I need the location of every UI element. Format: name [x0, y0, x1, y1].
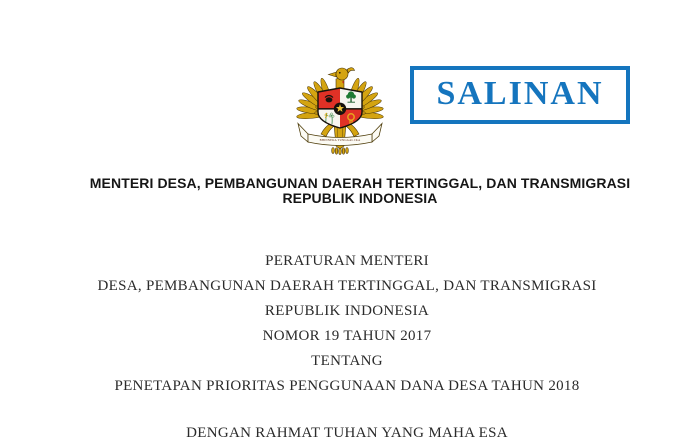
title-line-2: DESA, PEMBANGUNAN DAERAH TERTINGGAL, DAN TRANSMIGRASI — [97, 278, 597, 294]
title-line-1: PERATURAN MENTERI — [265, 253, 429, 269]
regulation-title-block — [0, 249, 694, 399]
salinan-stamp-label: SALINAN — [436, 74, 604, 112]
ministry-header-line1: MENTERI DESA, PEMBANGUNAN DAERAH TERTINGGAL, DAN TRANSMIGRASI — [89, 175, 631, 191]
garuda-pancasila-emblem-icon — [296, 62, 384, 155]
ministry-header-line2: REPUBLIK INDONESIA — [282, 190, 438, 206]
title-line-3: REPUBLIK INDONESIA — [264, 303, 430, 319]
emblem-motto: BHINNEKA TUNGGAL IKA — [319, 137, 361, 142]
pancasila-shield — [318, 88, 362, 128]
title-line-6: PENETAPAN PRIORITAS PENGGUNAAN DANA DESA TAHUN 2018 — [114, 378, 580, 394]
salinan-stamp — [410, 66, 630, 124]
ministry-header — [20, 176, 700, 206]
title-line-4: NOMOR 19 TAHUN 2017 — [262, 328, 432, 344]
preamble-line: DENGAN RAHMAT TUHAN YANG MAHA ESA — [186, 425, 508, 438]
title-line-5: TENTANG — [311, 353, 383, 369]
